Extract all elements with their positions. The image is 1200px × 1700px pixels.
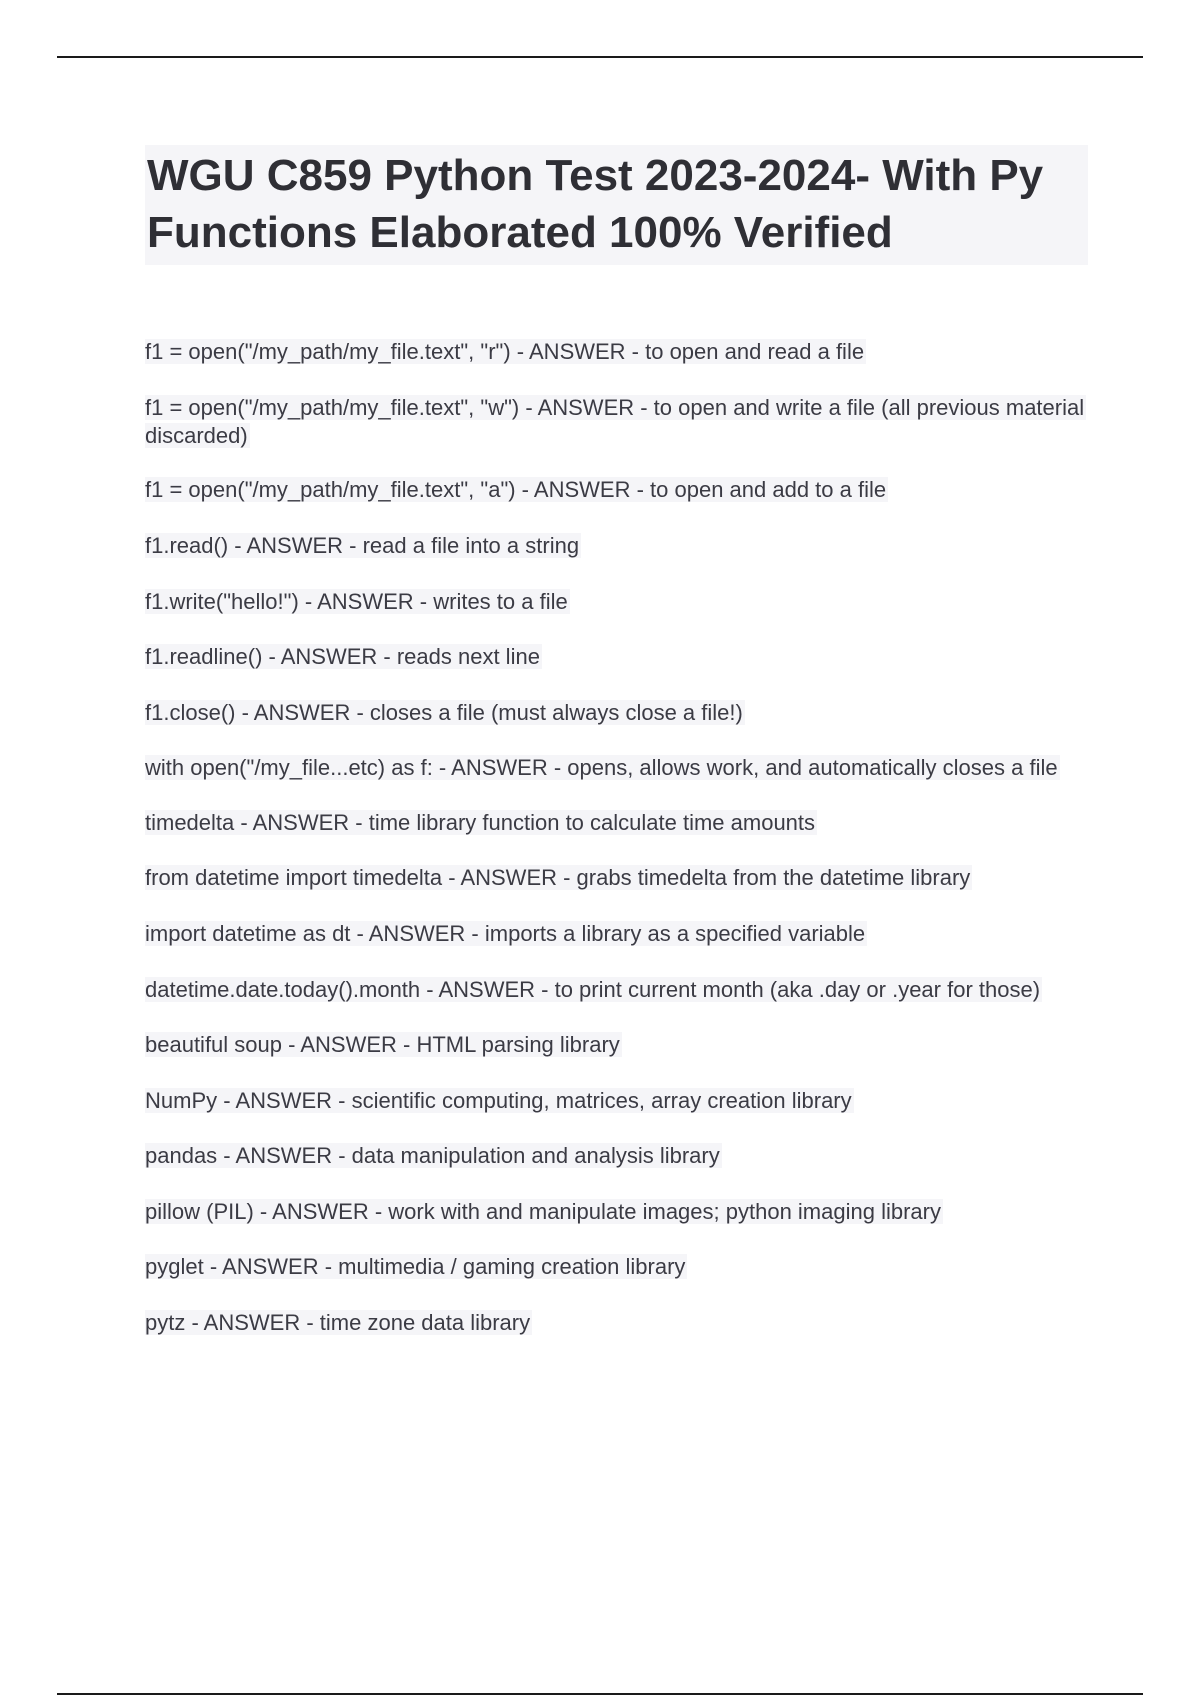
qa-item — [145, 1198, 1095, 1226]
qa-item — [145, 532, 1095, 560]
qa-item — [145, 1087, 1095, 1115]
qa-item-text: f1.readline() - ANSWER - reads next line — [145, 644, 540, 669]
qa-item-text: f1 = open("/my_path/my_file.text", "r") - ANSWER - to open and read a file — [145, 339, 865, 364]
qa-item — [145, 976, 1095, 1004]
title-block — [145, 145, 1088, 265]
qa-item — [145, 1142, 1095, 1170]
qa-item-text: pyglet - ANSWER - multimedia / gaming creation library — [145, 1254, 686, 1279]
qa-item — [145, 1253, 1095, 1281]
qa-item-text: timedelta - ANSWER - time library function to calculate time amounts — [145, 810, 816, 835]
qa-item-text: f1.write("hello!") - ANSWER - writes to a file — [145, 589, 568, 614]
qa-item — [145, 1309, 1095, 1337]
qa-item — [145, 588, 1095, 616]
qa-item-text: f1.read() - ANSWER - read a file into a string — [145, 533, 580, 558]
bottom-rule — [57, 1693, 1143, 1695]
qa-item — [145, 920, 1095, 948]
qa-item — [145, 699, 1095, 727]
top-rule — [57, 56, 1143, 58]
qa-item — [145, 394, 1095, 450]
qa-item-text: datetime.date.today().month - ANSWER - to print current month (aka .day or .year for those) — [145, 977, 1041, 1002]
document-title: WGU C859 Python Test 2023-2024- With Py Functions Elaborated 100% Verified — [147, 151, 1044, 257]
qa-item — [145, 643, 1095, 671]
qa-item-text: pandas - ANSWER - data manipulation and analysis library — [145, 1143, 720, 1168]
qa-item-text: pillow (PIL) - ANSWER - work with and manipulate images; python imaging library — [145, 1199, 941, 1224]
qa-item-text: pytz - ANSWER - time zone data library — [145, 1310, 531, 1335]
qa-item-text: f1 = open("/my_path/my_file.text", "a") - ANSWER - to open and add to a file — [145, 477, 887, 502]
qa-item-text: NumPy - ANSWER - scientific computing, matrices, array creation library — [145, 1088, 852, 1113]
qa-item — [145, 338, 1095, 366]
qa-item-text: f1.close() - ANSWER - closes a file (must always close a file!) — [145, 700, 743, 725]
qa-item-text: f1 = open("/my_path/my_file.text", "w") - ANSWER - to open and write a file (all previous material discarded) — [145, 395, 1085, 448]
qa-item-text: beautiful soup - ANSWER - HTML parsing library — [145, 1032, 620, 1057]
qa-item — [145, 476, 1095, 504]
qa-item-text: from datetime import timedelta - ANSWER - grabs timedelta from the datetime library — [145, 865, 971, 890]
qa-item — [145, 864, 1095, 892]
qa-item-text: with open("/my_file...etc) as f: - ANSWER - opens, allows work, and automatically closes a file — [145, 755, 1058, 780]
qa-item-text: import datetime as dt - ANSWER - imports a library as a specified variable — [145, 921, 866, 946]
qa-list — [145, 338, 1095, 1337]
qa-item — [145, 809, 1095, 837]
qa-item — [145, 754, 1095, 782]
qa-item — [145, 1031, 1095, 1059]
